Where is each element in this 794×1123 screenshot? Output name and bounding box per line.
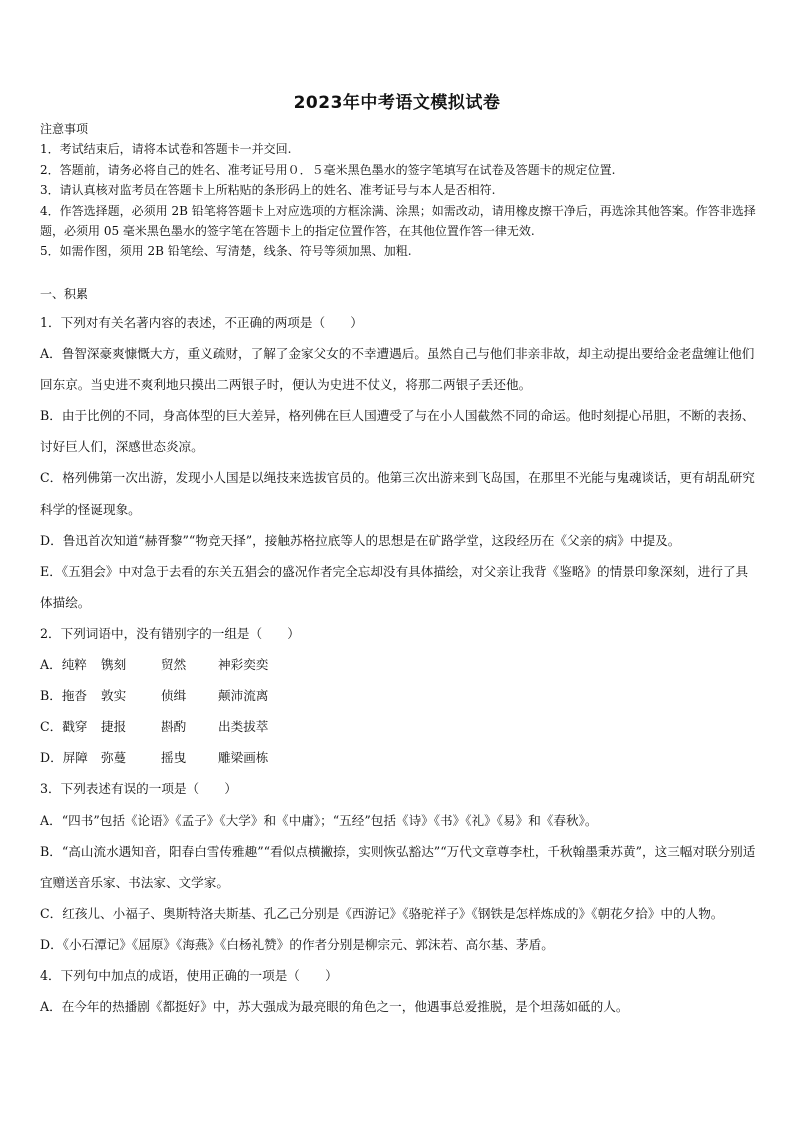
word: 弥蔓: [101, 750, 127, 766]
section-heading: 一、积累: [40, 287, 89, 301]
question-1-option-a: A．鲁智深豪爽慷慨大方，重义疏财，了解了金家父女的不幸遭遇后。虽然自己与他们非亲非故，却主动提出要给金老盘缠让他们回东京。当史进不爽利地只摸出二两银子时，便认为史进不仗义，将那二两银子丢还他。: [40, 346, 755, 393]
word: 神彩奕奕: [218, 657, 269, 673]
word: 捷报: [101, 719, 127, 735]
question-2-option-b: [40, 680, 758, 711]
question-1-option-e: E．《五猖会》中对急于去看的东关五猖会的盛况作者完全忘却没有具体描绘，对父亲让我背《鉴略》的情景印象深刻，进行了具体描绘。: [40, 563, 749, 610]
question-1-stem: 1．下列对有关名著内容的表述，不正确的两项是（ ）: [40, 315, 363, 330]
word: 摇曳: [161, 750, 187, 766]
notes-heading: 注意事项: [40, 122, 89, 136]
question-2-option-d: [40, 742, 758, 773]
page-title: 2023年中考语文模拟试卷: [293, 93, 501, 113]
word: B．拖沓: [40, 688, 88, 704]
note-item: 1．考试结束后，请将本试卷和答题卡一并交回.: [40, 142, 292, 157]
word: 雕梁画栋: [218, 750, 269, 766]
notes-block: [40, 119, 760, 262]
question-3-stem: 3．下列表述有误的一项是（ ）: [40, 781, 237, 797]
question-1-option-d: D．鲁迅首次知道“赫胥黎”“物竞天择”，接触苏格拉底等人的思想是在矿路学堂，这段经历在《父亲的病》中提及。: [40, 532, 681, 548]
word: 斟酌: [161, 719, 187, 735]
question-2-option-c: [40, 711, 758, 742]
question-1-option-b: B．由于比例的不同，身高体型的巨大差异，格列佛在巨人国遭受了与在小人国截然不同的命运。他时刻提心吊胆，不断的表扬、讨好巨人们，深感世态炎凉。: [40, 408, 755, 455]
question-1-option-c: C．格列佛第一次出游，发现小人国是以绳技来选拔官员的。他第三次出游来到飞岛国，在那里不光能与鬼魂谈话，更有胡乱研究科学的怪诞现象。: [40, 470, 755, 517]
word: 敦实: [101, 688, 127, 704]
question-3-option-d: D．《小石潭记》《屈原》《海燕》《白杨礼赞》的作者分别是柳宗元、郭沫若、高尔基、茅盾。: [40, 936, 554, 952]
word: 颠沛流离: [218, 688, 269, 704]
question-2-stem: 2．下列词语中，没有错别字的一组是（ ）: [40, 625, 300, 641]
note-item: 2．答题前，请务必将自己的姓名、准考证号用０．５毫米黑色墨水的签字笔填写在试卷及答题卡的规定位置.: [40, 162, 616, 177]
word: C．戳穿: [40, 719, 88, 735]
word: A．纯粹: [40, 657, 87, 673]
question-4-stem: 4．下列句中加点的成语，使用正确的一项是（ ）: [40, 967, 338, 983]
note-item: 5．如需作图，须用 2B 铅笔绘、写清楚，线条、符号等须加黑、加粗.: [40, 244, 412, 259]
question-2-option-a: [40, 649, 758, 680]
note-item: 4．作答选择题，必须用 2B 铅笔将答题卡上对应选项的方框涂满、涂黑；如需改动，请用橡皮擦干净后，再选涂其他答案。作答非选择题，必须用 05 毫米黑色墨水的签字笔在答题卡上的指定位置作答，在其他位置作答一律无效.: [40, 203, 756, 239]
word: 侦缉: [161, 688, 187, 704]
question-3-option-a: A．“四书”包括《论语》《孟子》《大学》和《中庸》；“五经”包括《诗》《书》《礼》《易》和《春秋》。: [40, 812, 598, 828]
word: 出类拔萃: [218, 719, 269, 735]
note-item: 3．请认真核对监考员在答题卡上所粘贴的条形码上的姓名、准考证号与本人是否相符.: [40, 183, 496, 198]
question-3-option-b: B．“高山流水遇知音，阳春白雪传雅趣”“看似点横撇捺，实则恢弘豁达”“万代文章尊李杜，千秋翰墨秉苏黄”，这三幅对联分别适宜赠送音乐家、书法家、文学家。: [40, 843, 756, 890]
word: 贸然: [161, 657, 187, 673]
question-3-option-c: C．红孩儿、小福子、奥斯特洛夫斯基、孔乙己分别是《西游记》《骆驼祥子》《钢铁是怎样炼成的》《朝花夕拾》中的人物。: [40, 905, 724, 921]
word: 镌刻: [101, 657, 127, 673]
questions-body: [40, 307, 758, 1022]
question-4-option-a: A．在今年的热播剧《都挺好》中，苏大强成为最亮眼的角色之一，他遇事总爱推脱，是个坦荡如砥的人。: [40, 999, 629, 1015]
word: D．屏障: [40, 750, 88, 766]
